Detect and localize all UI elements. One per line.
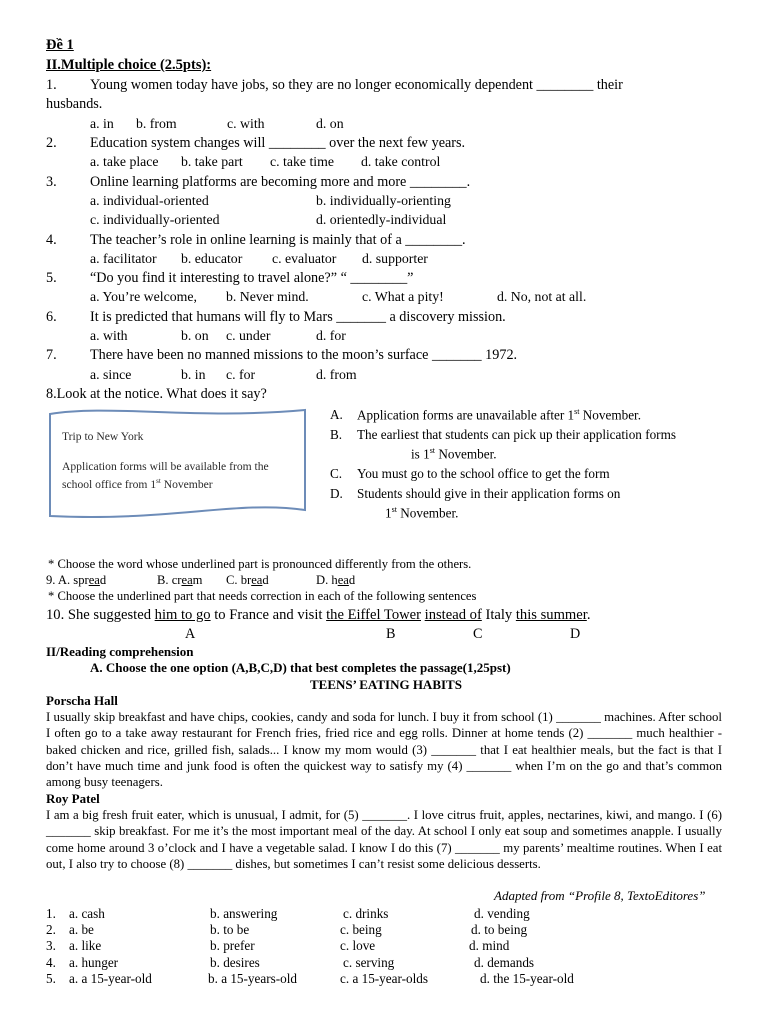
question-10-sentence — [46, 607, 590, 624]
person-name-1: Porscha Hall — [46, 693, 118, 708]
option-d[interactable]: d. orientedly-individual — [316, 212, 447, 227]
option-d[interactable]: d. supporter — [362, 251, 428, 266]
option-d[interactable]: d. for — [316, 328, 346, 343]
answer-number: 4. — [46, 955, 56, 970]
question-text: The teacher’s role in online learning is mainly that of a ________. — [90, 232, 466, 248]
option-b[interactable]: b. in — [181, 367, 206, 382]
notice-body-line2-end: November — [160, 477, 213, 491]
q9-d-underlined: ea — [337, 573, 349, 587]
question-text: Education system changes will ________ over the next few years. — [90, 135, 466, 151]
option-b[interactable] — [157, 573, 202, 587]
option-b-sup: st — [429, 446, 436, 455]
page-title: Đề 1 — [46, 37, 74, 53]
option-b[interactable]: b. educator — [181, 251, 243, 266]
option-d-cont-end: November. — [396, 505, 459, 521]
option-c[interactable]: c. evaluator — [272, 251, 337, 266]
notice-sup: st — [156, 477, 161, 485]
option-a[interactable]: a. take place — [90, 154, 159, 169]
q10-letter-a: A — [185, 626, 196, 642]
question-number: 2. — [46, 135, 57, 151]
notice-body — [62, 460, 304, 492]
question-number: 4. — [46, 232, 57, 248]
option-d[interactable]: d. mind — [469, 938, 510, 953]
error-instruction: * Choose the underlined part that needs correction in each of the following sentences — [48, 589, 477, 603]
question-number: 7. — [46, 347, 57, 363]
option-d[interactable] — [316, 573, 355, 587]
option-d[interactable]: d. from — [316, 367, 357, 382]
question-number: 5. — [46, 270, 57, 286]
option-c[interactable]: c. being — [340, 922, 382, 937]
q9-b-prefix: B. cr — [157, 573, 182, 587]
question-text: Online learning platforms are becoming more and more ________. — [90, 174, 471, 190]
pronunciation-instruction: * Choose the word whose underlined part is pronounced differently from the others. — [48, 557, 472, 571]
q9-b-suffix: m — [192, 573, 203, 587]
passage-source: Adapted from “Profile 8, TextoEditores” — [494, 888, 706, 903]
q10-text-2: to France and visit — [210, 607, 327, 623]
option-a[interactable]: a. individual-oriented — [90, 193, 209, 208]
option-a[interactable]: a. cash — [69, 906, 105, 921]
question-8-prompt: 8.Look at the notice. What does it say? — [46, 386, 267, 402]
option-d-cont-main: 1 — [385, 505, 392, 521]
option-a[interactable]: a. facilitator — [90, 251, 157, 266]
question-number: 1. — [46, 77, 57, 93]
option-d-letter[interactable]: D. — [330, 486, 343, 501]
q10-part-d[interactable]: this summer — [515, 607, 587, 623]
option-d-text[interactable]: Students should give in their application forms on — [357, 486, 621, 501]
option-b[interactable]: b. desires — [210, 955, 260, 970]
option-b-letter[interactable]: B. — [330, 427, 343, 442]
q10-part-b[interactable]: the Eiffel Tower — [326, 607, 421, 623]
option-d-text-cont[interactable] — [385, 505, 458, 521]
q10-letter-d: D — [570, 626, 581, 642]
q9-c-suffix: d — [262, 573, 269, 587]
option-a[interactable]: a. hunger — [69, 955, 119, 970]
option-c[interactable]: c. under — [226, 328, 271, 343]
option-d-sup: st — [391, 505, 397, 514]
person-name-2: Roy Patel — [46, 791, 100, 806]
option-c[interactable]: c. What a pity! — [362, 289, 444, 304]
option-a[interactable]: a. with — [90, 328, 128, 343]
option-c-letter[interactable]: C. — [330, 466, 343, 481]
option-a[interactable] — [46, 573, 106, 587]
option-c[interactable] — [226, 573, 269, 587]
q10-letter-c: C — [473, 626, 483, 642]
passage-paragraph-2: I am a big fresh fruit eater, which is unusual, I admit, for (5) _______. I love citrus fruit, apples, nectarines, kiwi, and mango. I (6) _______ skip breakfast. For me it’s the most important meal of the day. At school I only eat soup and sometimes anapple. I usually come home around 3 o’clock and I have a vegetable salad. I know I do this (7) _______ my parents’ mealtime routines. When I eat out, I also try to choose (8) _______ dishes, but sometimes I can’t resist some delicious desserts. — [46, 808, 722, 871]
option-c[interactable]: c. love — [340, 938, 376, 953]
passage-title: TEENS’ EATING HABITS — [310, 677, 462, 692]
q9-c-underlined: ea — [251, 573, 263, 587]
answer-number: 1. — [46, 906, 56, 921]
q10-text-4: Italy — [481, 607, 516, 623]
option-a-text-end: November. — [579, 407, 642, 423]
notice-body-line1: Application forms will be available from the — [62, 460, 269, 473]
q9-d-suffix: d — [348, 573, 356, 587]
option-a-sup: st — [574, 407, 580, 416]
option-c[interactable]: c. individually-oriented — [90, 212, 220, 227]
question-text: Young women today have jobs, so they are no longer economically dependent ________ their — [90, 77, 623, 93]
question-number: 3. — [46, 174, 57, 190]
q10-letter-b: B — [386, 626, 396, 642]
reading-instruction: A. Choose the one option (A,B,C,D) that best completes the passage(1,25pst) — [90, 660, 511, 675]
option-b-cont-main: is 1 — [411, 446, 430, 462]
option-a-text-main: Application forms are unavailable after 1 — [357, 407, 575, 423]
passage-paragraph-1: I usually skip breakfast and have chips, cookies, candy and soda for lunch. I buy it from school (1) _______ machines. After school I often go to a take away restaurant for French fries, fried rice and egg rolls. Dinner at home tends (2) _______ much healthier - baked chicken and rice, grilled fish, salads... I know my mom would (3) _______ that I eat healthier meals, but the fact is that I don’t have much time and junk food is often the quickest way to satisfy my (4) _______ when I’m on the go and that’s common among busy teenagers. — [46, 710, 722, 790]
section-heading-multiple-choice: II.Multiple choice (2.5pts): — [46, 57, 212, 73]
option-a-letter[interactable]: A. — [330, 407, 343, 422]
option-c[interactable]: c. with — [227, 116, 265, 131]
option-b[interactable]: b. take part — [181, 154, 243, 169]
option-b-text[interactable]: The earliest that students can pick up their application forms — [357, 427, 676, 442]
option-d[interactable]: d. the 15-year-old — [480, 971, 574, 986]
option-b-text-cont[interactable] — [411, 446, 497, 462]
q9-a-suffix: d — [99, 573, 107, 587]
option-c[interactable]: c. take time — [270, 154, 334, 169]
question-text: It is predicted that humans will fly to Mars _______ a discovery mission. — [90, 309, 506, 325]
option-d[interactable]: d. on — [316, 116, 344, 131]
option-b[interactable]: b. a 15-years-old — [208, 971, 297, 986]
option-d[interactable]: d. vending — [474, 906, 530, 921]
option-c[interactable]: c. for — [226, 367, 256, 382]
q9-b-underlined: ea — [181, 573, 193, 587]
option-c[interactable]: c. a 15-year-olds — [340, 971, 428, 986]
option-b[interactable]: b. to be — [210, 922, 250, 937]
option-c[interactable]: c. serving — [343, 955, 395, 970]
notice-card — [47, 406, 309, 518]
option-a[interactable]: a. You’re welcome, — [90, 289, 197, 304]
q10-part-a[interactable]: him to go — [154, 607, 211, 623]
notice-title: Trip to New York — [62, 430, 144, 443]
answer-number: 5. — [46, 971, 56, 986]
q10-part-c[interactable]: instead of — [424, 607, 482, 623]
answer-number: 3. — [46, 938, 56, 953]
notice-body-line2: school office from 1 — [62, 477, 157, 491]
section-heading-reading: II/Reading comprehension — [46, 644, 194, 659]
question-text: “Do you find it interesting to travel alone?” “ ________” — [90, 270, 414, 286]
option-b-cont-end: November. — [435, 446, 497, 462]
option-d[interactable]: d. to being — [471, 922, 528, 937]
option-b[interactable]: b. Never mind. — [226, 289, 309, 304]
option-b[interactable]: b. prefer — [210, 938, 255, 953]
q9-c-prefix: C. br — [226, 573, 252, 587]
option-b[interactable]: b. answering — [210, 906, 278, 921]
option-a[interactable]: a. like — [69, 938, 102, 953]
option-a[interactable]: a. since — [90, 367, 132, 382]
question-text: There have been no manned missions to the moon’s surface _______ 1972. — [90, 347, 518, 363]
question-text-continued: husbands. — [46, 96, 103, 112]
option-b[interactable]: b. from — [136, 116, 177, 131]
option-a[interactable]: a. in — [90, 116, 114, 131]
option-b[interactable]: b. on — [181, 328, 209, 343]
option-d[interactable]: d. take control — [361, 154, 441, 169]
q9-a-underlined: ea — [88, 573, 100, 587]
option-a-text[interactable] — [357, 407, 641, 423]
q10-text-1: 10. She suggested — [46, 607, 155, 623]
q10-text-5: . — [586, 607, 591, 623]
q9-d-prefix: D. h — [316, 573, 338, 587]
q9-a-prefix: 9. A. spr — [46, 573, 89, 587]
answer-number: 2. — [46, 922, 56, 937]
option-a[interactable]: a. be — [69, 922, 94, 937]
option-a[interactable]: a. a 15-year-old — [69, 971, 152, 986]
option-b[interactable]: b. individually-orienting — [316, 193, 451, 208]
question-number: 6. — [46, 309, 57, 325]
option-c[interactable]: c. drinks — [343, 906, 389, 921]
option-d[interactable]: d. No, not at all. — [497, 289, 587, 304]
option-c-text[interactable]: You must go to the school office to get the form — [357, 466, 610, 481]
option-d[interactable]: d. demands — [474, 955, 535, 970]
